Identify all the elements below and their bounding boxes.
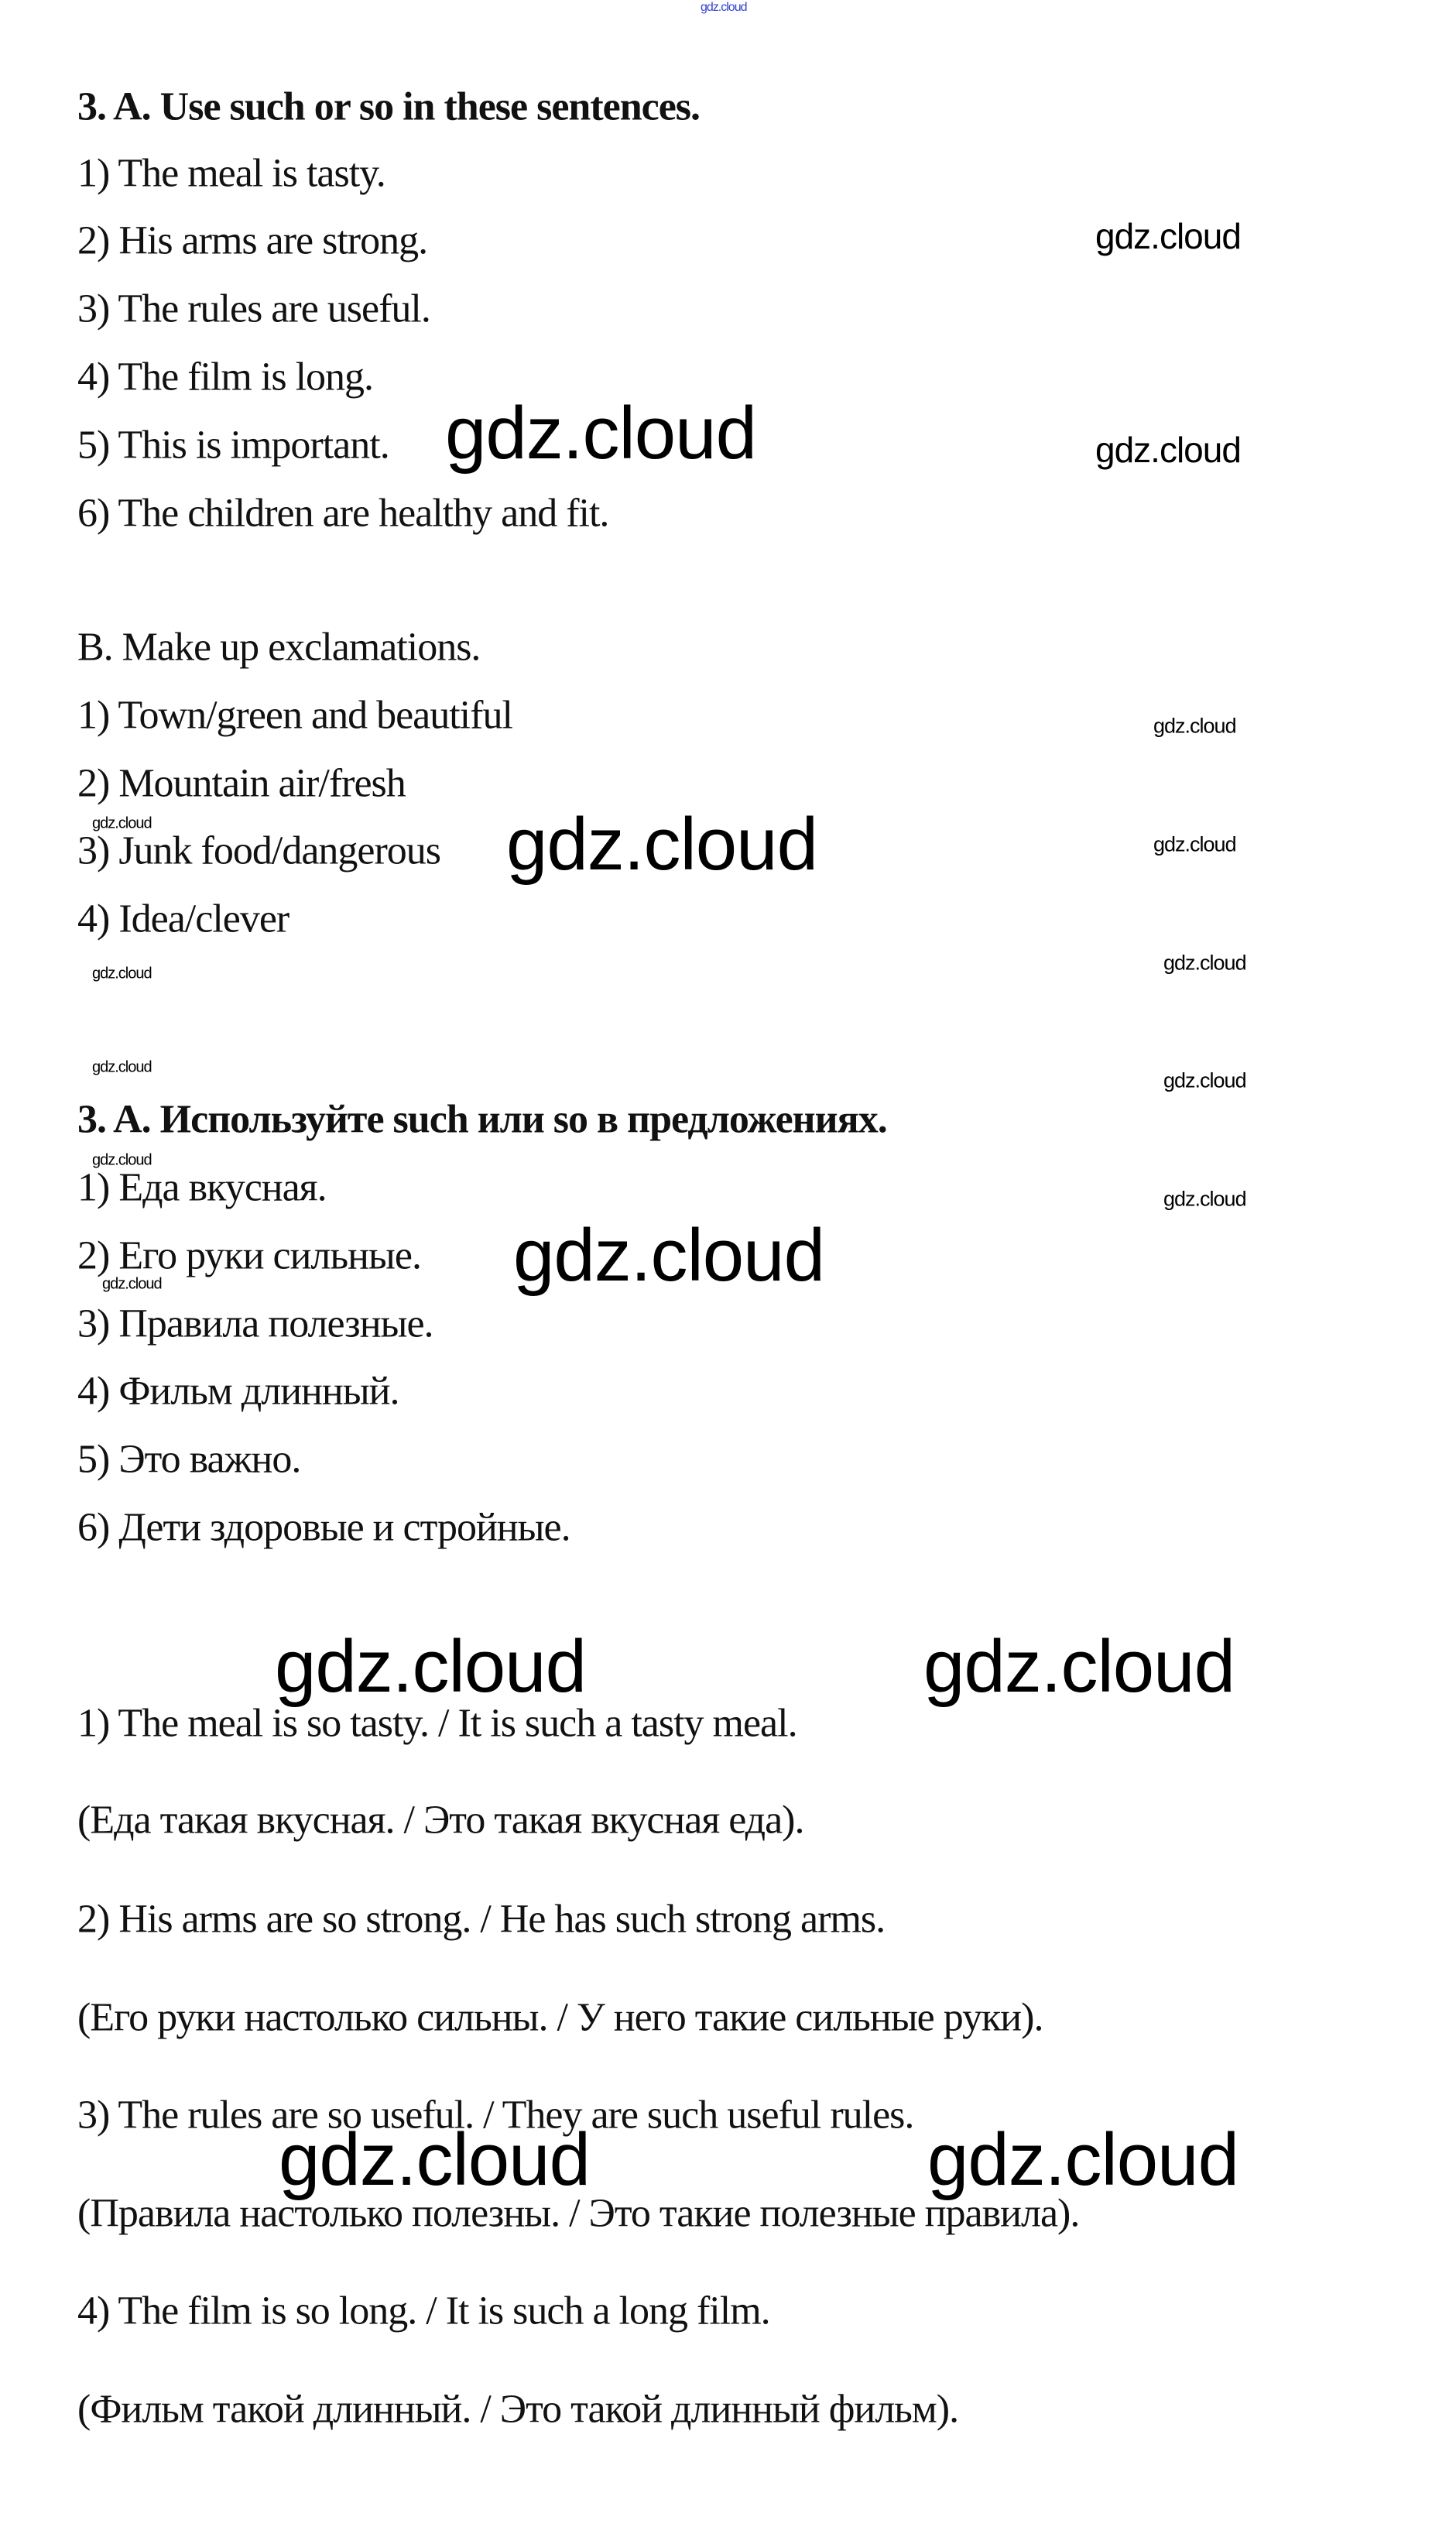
- watermark: gdz.cloud: [102, 1275, 162, 1293]
- watermark: gdz.cloud: [92, 965, 152, 982]
- answer-line: (Его руки настолько сильны. / У него такие сильные руки).: [77, 1995, 1043, 2040]
- watermark: gdz.cloud: [923, 1625, 1235, 1708]
- sentence: 6) The children are healthy and fit.: [77, 491, 609, 536]
- watermark: gdz.cloud: [279, 2118, 590, 2201]
- sentence: 6) Дети здоровые и стройные.: [77, 1505, 570, 1550]
- watermark: gdz.cloud: [275, 1625, 586, 1708]
- sentence: 1) Town/green and beautiful: [77, 693, 512, 738]
- sentence: 4) Фильм длинный.: [77, 1369, 399, 1414]
- watermark: gdz.cloud: [506, 803, 817, 886]
- sentence: 4) The film is long.: [77, 355, 374, 399]
- sentence: 3) Junk food/dangerous: [77, 828, 441, 873]
- sentence: 4) Idea/clever: [77, 897, 289, 941]
- watermark: gdz.cloud: [1163, 951, 1246, 975]
- exercise-heading: 3. A. Use such or so in these sentences.: [77, 84, 701, 129]
- watermark: gdz.cloud: [1095, 216, 1241, 256]
- sentence: 5) Это важно.: [77, 1437, 301, 1482]
- answer-line: (Еда такая вкусная. / Это такая вкусная еда).: [77, 1798, 804, 1843]
- section-b-heading: B. Make up exclamations.: [77, 625, 481, 670]
- watermark: gdz.cloud: [445, 392, 756, 475]
- exercise-heading-ru: 3. A. Используйте such или so в предложениях.: [77, 1097, 887, 1142]
- answer-line: 3) The rules are so useful. / They are such useful rules.: [77, 2093, 914, 2138]
- watermark: gdz.cloud: [92, 1151, 152, 1169]
- watermark: gdz.cloud: [1153, 832, 1236, 856]
- watermark: gdz.cloud: [1095, 430, 1241, 470]
- answer-line: 2) His arms are so strong. / He has such strong arms.: [77, 1897, 886, 1942]
- watermark: gdz.cloud: [1163, 1187, 1246, 1211]
- answer-line: 4) The film is so long. / It is such a long film.: [77, 2289, 770, 2333]
- answer-line: (Правила настолько полезны. / Это такие полезные правила).: [77, 2191, 1080, 2236]
- sentence: 1) The meal is tasty.: [77, 151, 385, 196]
- sentence: 1) Еда вкусная.: [77, 1165, 327, 1210]
- sentence: 3) The rules are useful.: [77, 286, 430, 331]
- answer-line: (Фильм такой длинный. / Это такой длинный фильм).: [77, 2387, 959, 2432]
- sentence: 2) His arms are strong.: [77, 218, 428, 263]
- top-watermark: gdz.cloud: [701, 1, 747, 14]
- watermark: gdz.cloud: [1163, 1068, 1246, 1092]
- sentence: 2) Его руки сильные.: [77, 1233, 421, 1278]
- sentence: 5) This is important.: [77, 423, 389, 468]
- watermark: gdz.cloud: [92, 1058, 152, 1076]
- sentence: 2) Mountain air/fresh: [77, 761, 406, 806]
- answer-line: 1) The meal is so tasty. / It is such a tasty meal.: [77, 1701, 797, 1746]
- watermark: gdz.cloud: [92, 814, 152, 832]
- sentence: 3) Правила полезные.: [77, 1301, 433, 1346]
- watermark: gdz.cloud: [927, 2118, 1238, 2201]
- watermark: gdz.cloud: [513, 1214, 824, 1297]
- watermark: gdz.cloud: [1153, 714, 1236, 738]
